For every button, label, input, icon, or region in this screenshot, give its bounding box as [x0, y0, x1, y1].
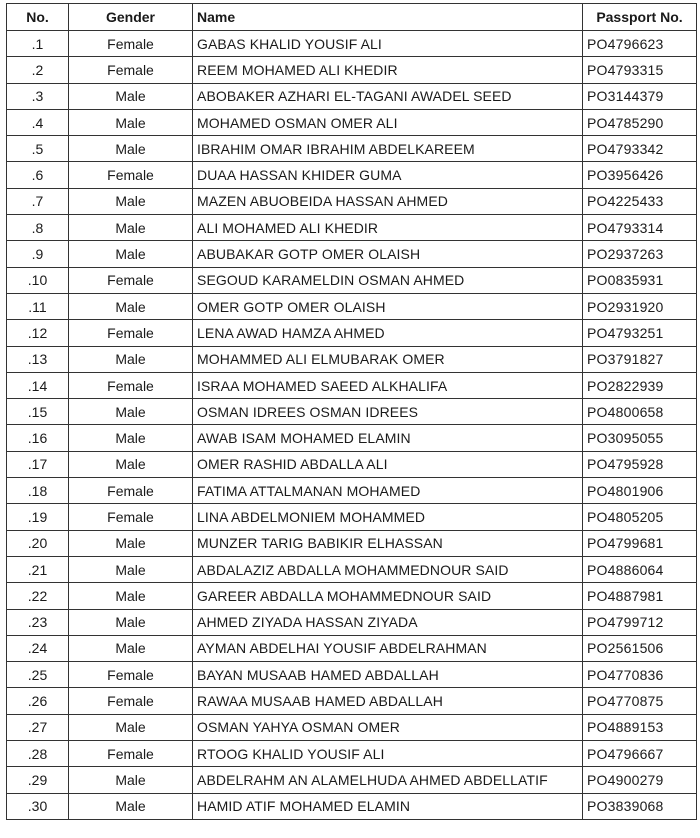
cell-name: ALI MOHAMED ALI KHEDIR [193, 215, 583, 241]
cell-name: GABAS KHALID YOUSIF ALI [193, 31, 583, 57]
cell-no: .18 [7, 478, 69, 504]
cell-gender: Female [69, 688, 193, 714]
cell-no: .24 [7, 635, 69, 661]
cell-gender: Female [69, 741, 193, 767]
table-row [7, 31, 697, 57]
table-row [7, 583, 697, 609]
cell-gender: Male [69, 136, 193, 162]
cell-passport: PO4785290 [583, 109, 697, 135]
cell-no: .14 [7, 372, 69, 398]
cell-gender: Female [69, 372, 193, 398]
cell-passport: PO0835931 [583, 267, 697, 293]
cell-gender: Female [69, 267, 193, 293]
cell-gender: Male [69, 583, 193, 609]
cell-no: .2 [7, 57, 69, 83]
table-row [7, 793, 697, 819]
cell-name: AWAB ISAM MOHAMED ELAMIN [193, 425, 583, 451]
cell-gender: Male [69, 241, 193, 267]
cell-name: LENA AWAD HAMZA AHMED [193, 320, 583, 346]
cell-gender: Male [69, 530, 193, 556]
cell-passport: PO3144379 [583, 83, 697, 109]
cell-name: AYMAN ABDELHAI YOUSIF ABDELRAHMAN [193, 635, 583, 661]
cell-no: .3 [7, 83, 69, 109]
cell-no: .17 [7, 451, 69, 477]
cell-passport: PO3095055 [583, 425, 697, 451]
cell-name: HAMID ATIF MOHAMED ELAMIN [193, 793, 583, 819]
cell-no: .4 [7, 109, 69, 135]
cell-gender: Male [69, 451, 193, 477]
cell-passport: PO4900279 [583, 767, 697, 793]
table-row [7, 399, 697, 425]
cell-name: ABUBAKAR GOTP OMER OLAISH [193, 241, 583, 267]
cell-passport: PO4793342 [583, 136, 697, 162]
cell-no: .5 [7, 136, 69, 162]
cell-name: RTOOG KHALID YOUSIF ALI [193, 741, 583, 767]
cell-no: .9 [7, 241, 69, 267]
cell-gender: Male [69, 293, 193, 319]
cell-gender: Female [69, 662, 193, 688]
cell-name: SEGOUD KARAMELDIN OSMAN AHMED [193, 267, 583, 293]
table-row [7, 215, 697, 241]
cell-passport: PO4805205 [583, 504, 697, 530]
cell-gender: Male [69, 399, 193, 425]
cell-no: .7 [7, 188, 69, 214]
table-row [7, 83, 697, 109]
table-row [7, 767, 697, 793]
cell-gender: Female [69, 57, 193, 83]
table-row [7, 609, 697, 635]
cell-no: .27 [7, 714, 69, 740]
cell-no: .28 [7, 741, 69, 767]
table-row [7, 504, 697, 530]
table-row [7, 662, 697, 688]
table-body [7, 31, 697, 820]
cell-gender: Male [69, 714, 193, 740]
cell-name: LINA ABDELMONIEM MOHAMMED [193, 504, 583, 530]
cell-name: MOHAMMED ALI ELMUBARAK OMER [193, 346, 583, 372]
cell-gender: Male [69, 109, 193, 135]
header-row [7, 4, 697, 31]
table-row [7, 372, 697, 398]
cell-no: .20 [7, 530, 69, 556]
cell-gender: Male [69, 425, 193, 451]
cell-passport: PO4886064 [583, 556, 697, 582]
cell-name: REEM MOHAMED ALI KHEDIR [193, 57, 583, 83]
table-row [7, 741, 697, 767]
header-passport: Passport No. [583, 4, 697, 31]
cell-passport: PO4889153 [583, 714, 697, 740]
cell-name: ISRAA MOHAMED SAEED ALKHALIFA [193, 372, 583, 398]
cell-name: RAWAA MUSAAB HAMED ABDALLAH [193, 688, 583, 714]
cell-no: .1 [7, 31, 69, 57]
header-name: Name [193, 4, 583, 31]
cell-gender: Female [69, 478, 193, 504]
table-row [7, 241, 697, 267]
cell-gender: Male [69, 83, 193, 109]
cell-no: .6 [7, 162, 69, 188]
cell-name: OMER GOTP OMER OLAISH [193, 293, 583, 319]
cell-name: OSMAN YAHYA OSMAN OMER [193, 714, 583, 740]
cell-gender: Male [69, 215, 193, 241]
cell-no: .25 [7, 662, 69, 688]
table-row [7, 320, 697, 346]
cell-gender: Female [69, 320, 193, 346]
cell-no: .29 [7, 767, 69, 793]
cell-gender: Male [69, 767, 193, 793]
cell-passport: PO4799681 [583, 530, 697, 556]
cell-passport: PO4770875 [583, 688, 697, 714]
table-row [7, 267, 697, 293]
cell-passport: PO3791827 [583, 346, 697, 372]
cell-name: ABOBAKER AZHARI EL-TAGANI AWADEL SEED [193, 83, 583, 109]
cell-no: .8 [7, 215, 69, 241]
cell-no: .12 [7, 320, 69, 346]
cell-passport: PO2937263 [583, 241, 697, 267]
cell-no: .13 [7, 346, 69, 372]
cell-passport: PO3956426 [583, 162, 697, 188]
cell-passport: PO4770836 [583, 662, 697, 688]
cell-gender: Male [69, 346, 193, 372]
header-no: No. [7, 4, 69, 31]
cell-passport: PO3839068 [583, 793, 697, 819]
cell-name: GAREER ABDALLA MOHAMMEDNOUR SAID [193, 583, 583, 609]
passenger-table [6, 3, 697, 820]
cell-passport: PO4793251 [583, 320, 697, 346]
table-row [7, 188, 697, 214]
cell-no: .19 [7, 504, 69, 530]
table-row [7, 162, 697, 188]
cell-name: BAYAN MUSAAB HAMED ABDALLAH [193, 662, 583, 688]
table-row [7, 451, 697, 477]
cell-passport: PO4225433 [583, 188, 697, 214]
cell-gender: Male [69, 609, 193, 635]
cell-gender: Male [69, 188, 193, 214]
table-row [7, 478, 697, 504]
cell-no: .10 [7, 267, 69, 293]
cell-no: .30 [7, 793, 69, 819]
table-row [7, 635, 697, 661]
table-header [7, 4, 697, 31]
cell-gender: Female [69, 31, 193, 57]
cell-name: ABDALAZIZ ABDALLA MOHAMMEDNOUR SAID [193, 556, 583, 582]
table-row [7, 109, 697, 135]
table-row [7, 136, 697, 162]
cell-gender: Male [69, 556, 193, 582]
table-row [7, 425, 697, 451]
table-row [7, 688, 697, 714]
cell-no: .11 [7, 293, 69, 319]
table-row [7, 346, 697, 372]
cell-gender: Male [69, 793, 193, 819]
cell-passport: PO4793314 [583, 215, 697, 241]
cell-passport: PO2822939 [583, 372, 697, 398]
cell-passport: PO4801906 [583, 478, 697, 504]
cell-gender: Male [69, 635, 193, 661]
cell-no: .21 [7, 556, 69, 582]
table-row [7, 714, 697, 740]
cell-name: OMER RASHID ABDALLA ALI [193, 451, 583, 477]
cell-passport: PO4796623 [583, 31, 697, 57]
cell-passport: PO2931920 [583, 293, 697, 319]
table-row [7, 556, 697, 582]
cell-passport: PO4795928 [583, 451, 697, 477]
cell-no: .22 [7, 583, 69, 609]
cell-name: ABDELRAHM AN ALAMELHUDA AHMED ABDELLATIF [193, 767, 583, 793]
cell-name: FATIMA ATTALMANAN MOHAMED [193, 478, 583, 504]
cell-no: .15 [7, 399, 69, 425]
cell-name: MOHAMED OSMAN OMER ALI [193, 109, 583, 135]
cell-no: .16 [7, 425, 69, 451]
cell-name: IBRAHIM OMAR IBRAHIM ABDELKAREEM [193, 136, 583, 162]
cell-name: DUAA HASSAN KHIDER GUMA [193, 162, 583, 188]
cell-gender: Female [69, 504, 193, 530]
header-gender: Gender [69, 4, 193, 31]
cell-name: OSMAN IDREES OSMAN IDREES [193, 399, 583, 425]
cell-passport: PO4793315 [583, 57, 697, 83]
table-row [7, 57, 697, 83]
cell-passport: PO2561506 [583, 635, 697, 661]
cell-passport: PO4800658 [583, 399, 697, 425]
cell-name: AHMED ZIYADA HASSAN ZIYADA [193, 609, 583, 635]
cell-passport: PO4799712 [583, 609, 697, 635]
cell-passport: PO4796667 [583, 741, 697, 767]
cell-no: .26 [7, 688, 69, 714]
cell-gender: Female [69, 162, 193, 188]
table-row [7, 293, 697, 319]
cell-no: .23 [7, 609, 69, 635]
cell-name: MAZEN ABUOBEIDA HASSAN AHMED [193, 188, 583, 214]
table-row [7, 530, 697, 556]
cell-passport: PO4887981 [583, 583, 697, 609]
cell-name: MUNZER TARIG BABIKIR ELHASSAN [193, 530, 583, 556]
